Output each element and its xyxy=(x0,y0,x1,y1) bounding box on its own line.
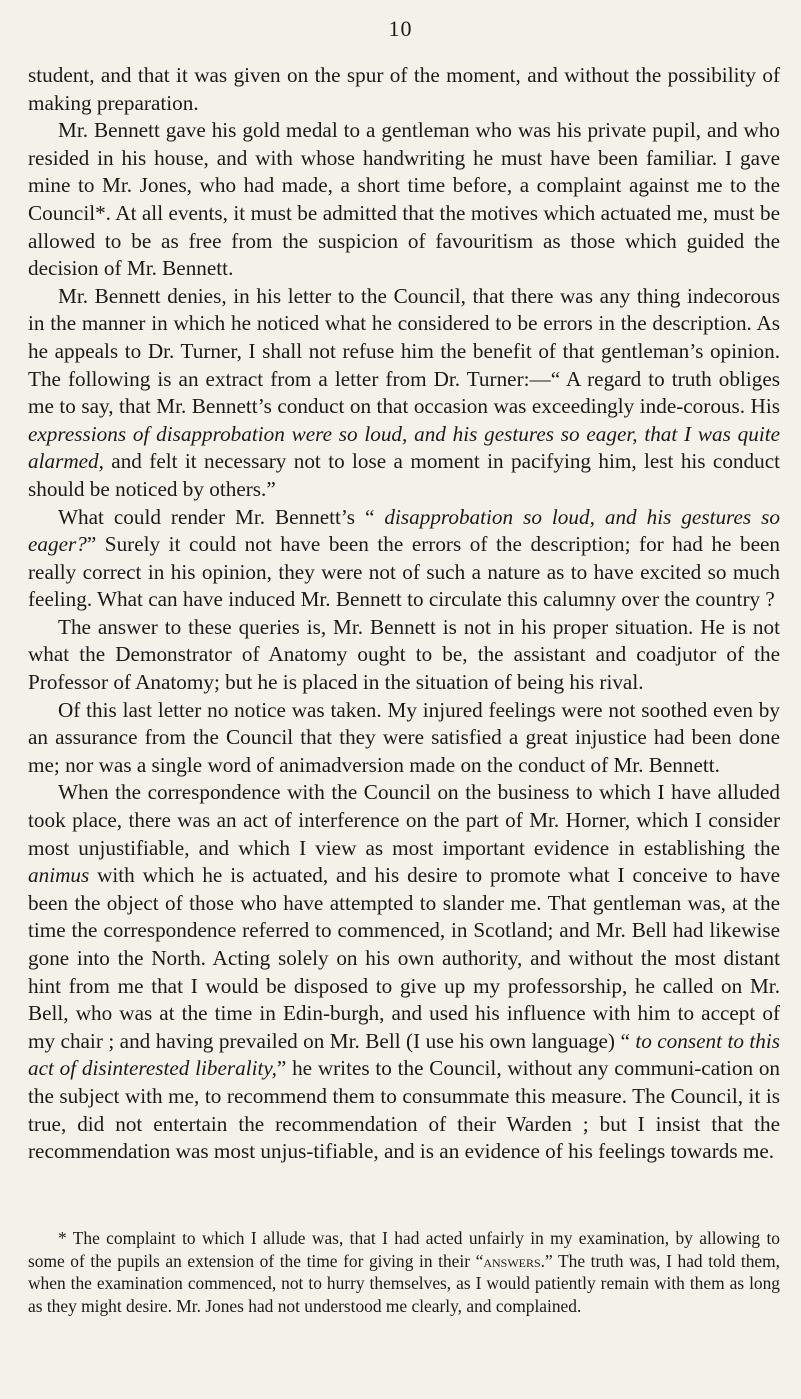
paragraph-5: The answer to these queries is, Mr. Bennett is not in his proper situation. He is not what the Demonstrator of Anatomy ought to be, the assistant and coadjutor of the Professor of Anatomy; but he is placed in the situation of being his rival. xyxy=(28,614,780,695)
paragraph-7-italic-quote: to consent to this act of disinterested liberality, xyxy=(28,1028,781,1081)
paragraph-1: student, and that it was given on the spur of the moment, and without the possibility of making preparation. xyxy=(28,63,780,115)
paragraph-7 xyxy=(28,779,780,1165)
footnote-smallcaps: answers xyxy=(483,1250,541,1271)
paragraph-6: Of this last letter no notice was taken. My injured feelings were not soothed even by an assurance from the Council that they were satisfied a great injustice had been done me; nor was a single word of animadversion made on the conduct of Mr. Bennett. xyxy=(28,697,780,777)
paragraph-2: Mr. Bennett gave his gold medal to a gentleman who was his private pupil, and who resided in his house, and with whose handwriting he must have been familiar. I gave mine to Mr. Jones, who had made, a short time before, a complaint against me to the Council*. At all events, it must be admitted that the motives which actuated me, must be allowed to be as free from the suspicion of favouritism as those which guided the decision of Mr. Bennett. xyxy=(28,118,780,281)
paragraph-7-text-a: When the correspondence with the Council on the business to which I have alluded took place, there was an act of interference on the part of Mr. Horner, which I consider most unjustifiable, and which I view as most important evidence in establishing the xyxy=(28,780,780,860)
paragraph-3-italic: expressions of disapprobation were so loud, and his gestures so eager, that I was quite alarmed, xyxy=(28,421,780,474)
paragraph-4 xyxy=(28,504,780,614)
paragraph-4-italic: disapprobation so loud, and his gestures so eager? xyxy=(28,504,780,557)
paragraph-4-text-c: ” Surely it could not have been the errors of the description; for had he been really correct in his opinion, they were not of such a nature as to have excited so much feeling. What can have induced Mr. Bennett to circulate this calumny over the country ? xyxy=(28,532,780,612)
paragraph-4-text-a: What could render Mr. Bennett’s “ xyxy=(58,504,385,529)
footnote-text-c: .” The truth was, I had told them, when the examination commenced, not to hurry themselves, as I would patiently remain with them as long as they might desire. Mr. Jones had not understood me clearly, and complained. xyxy=(28,1250,780,1316)
paragraph-3-text-a: Mr. Bennett denies, in his letter to the Council, that there was any thing indecorous in the manner in which he noticed what he considered to be errors in the description. As he appeals to Dr. Turner, I shall not refuse him the benefit of that gentleman’s opinion. The following is an extract from a letter from Dr. Turner:—“ A regard to truth obliges me to say, that Mr. Bennett’s conduct on that occasion was exceedingly inde-corous. His xyxy=(28,283,780,419)
footnote xyxy=(28,1227,780,1317)
footnote-text-a: * The complaint to which I allude was, that I had acted unfairly in my examination, by allowing to some of the pupils an extension of the time for giving in their “ xyxy=(28,1228,780,1271)
page-number: 10 xyxy=(388,16,413,41)
body-text xyxy=(28,62,780,1166)
paragraph-7-italic-animus: animus xyxy=(28,863,90,888)
paragraph-7-text-e: ” he writes to the Council, without any communi-cation on the subject with me, to recommend them to consummate this measure. The Council, it is true, did not entertain the recommendation of their Warden ; but I insist that the recommendation was most unjus-tifiable, and is an evidence of his feelings towards me. xyxy=(28,1056,781,1164)
paragraph-3 xyxy=(28,283,780,504)
paragraph-3-text-c: and felt it necessary not to lose a moment in pacifying him, lest his conduct should be noticed by others.” xyxy=(28,449,780,501)
paragraph-7-text-c: with which he is actuated, and his desire to promote what I conceive to have been the object of those who have attempted to slander me. That gentleman was, at the time the correspondence referred to commenced, in Scotland; and Mr. Bell had likewise gone into the North. Acting solely on his own authority, and without the most distant hint from me that I would be disposed to give up my professorship, he called on Mr. Bell, who was at the time in Edin-burgh, and used his influence with him to accept of my chair ; and having prevailed on Mr. Bell (I use his own language) “ xyxy=(28,863,780,1053)
